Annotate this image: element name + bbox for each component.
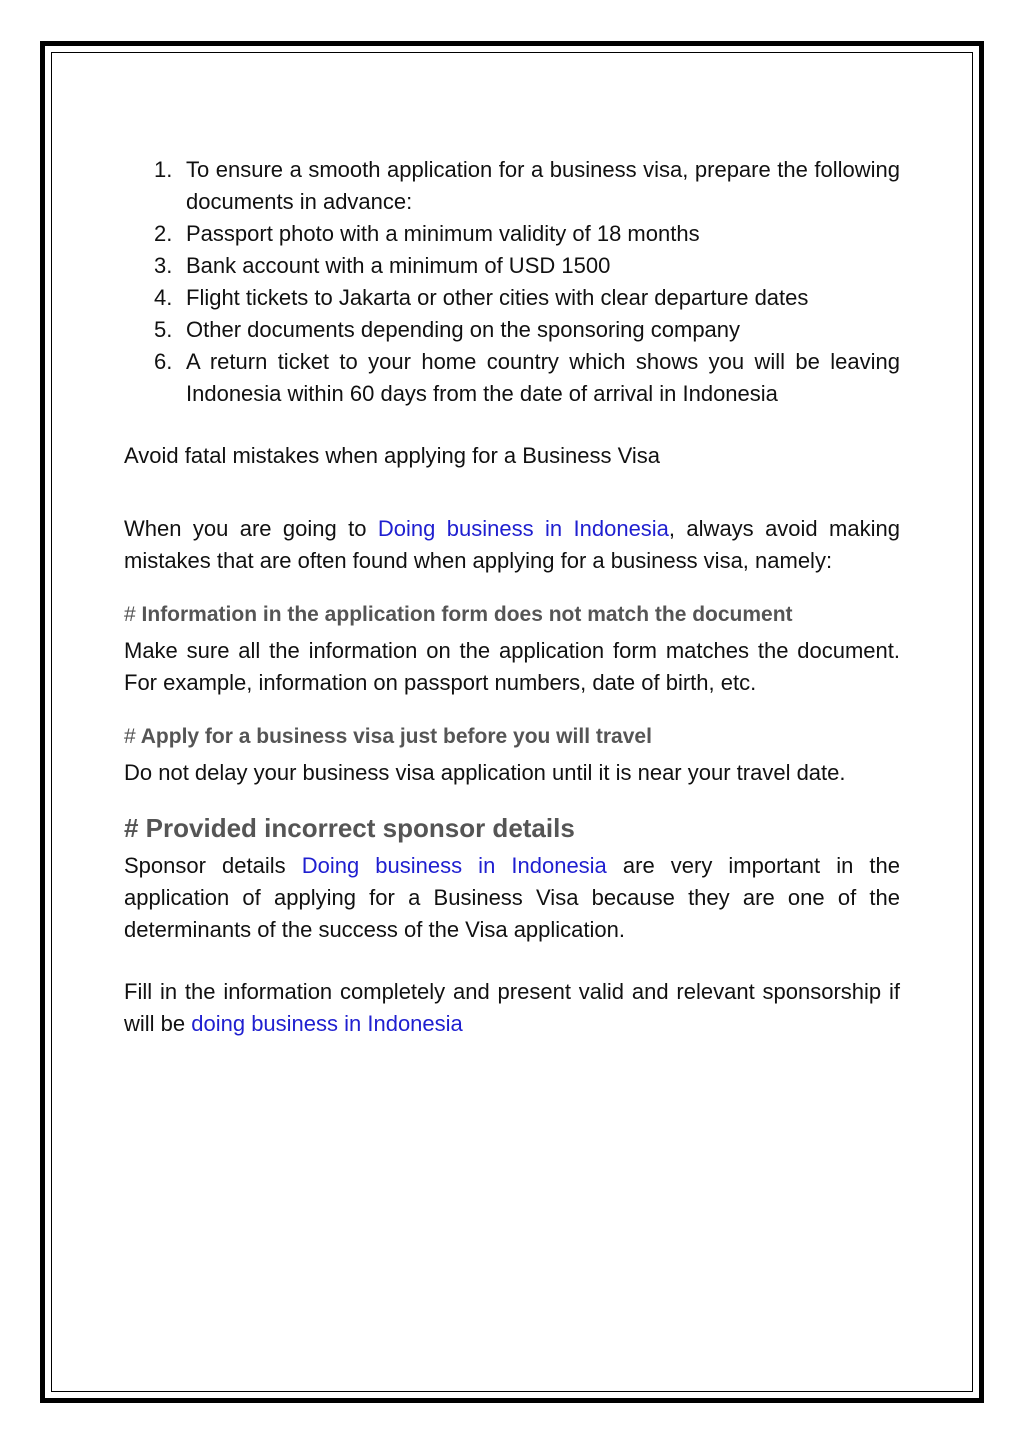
section-body-form-mismatch: Make sure all the information on the application form matches the document. For example, information on passport numbers, date of birth, etc.	[124, 638, 900, 695]
list-item: 6. A return ticket to your home country which shows you will be leaving Indonesia within 60 days from the date of arrival in Indonesia	[154, 349, 900, 406]
doing-business-link[interactable]: Doing business in Indonesia	[377, 516, 669, 541]
document-body	[124, 154, 900, 1040]
list-item-text: A return ticket to your home country which shows you will be leaving Indonesia within 60 days from the date of arrival in Indonesia	[186, 349, 900, 406]
section-body-sponsor-details: Sponsor details Doing business in Indonesia are very important in the application of applying for a Business Visa because they are one of the determinants of the success of the Visa application.	[124, 853, 900, 942]
section-heading-form-mismatch: # Information in the application form does not match the document	[124, 603, 793, 626]
doing-business-link[interactable]: doing business in Indonesia	[191, 1011, 463, 1036]
section-heading-sponsor-details: # Provided incorrect sponsor details	[124, 813, 575, 843]
list-item-text: To ensure a smooth application for a business visa, prepare the following documents in advance:	[186, 157, 900, 214]
list-item-text: Passport photo with a minimum validity of 18 months	[186, 221, 700, 246]
closing-paragraph: Fill in the information completely and present valid and relevant sponsorship if will be doing business in Indonesia	[124, 979, 900, 1036]
doing-business-link[interactable]: Doing business in Indonesia	[301, 853, 607, 878]
list-item-text: Other documents depending on the sponsoring company	[186, 317, 741, 342]
section-heading-apply-timing: # Apply for a business visa just before you will travel	[124, 725, 652, 748]
list-item: 5. Other documents depending on the sponsoring company	[154, 317, 741, 342]
avoid-mistakes-title: Avoid fatal mistakes when applying for a Business Visa	[124, 443, 661, 468]
list-item: 2. Passport photo with a minimum validity of 18 months	[154, 221, 700, 246]
section-body-apply-timing: Do not delay your business visa application until it is near your travel date.	[124, 760, 846, 785]
list-item: 1. To ensure a smooth application for a business visa, prepare the following documents in advance:	[154, 157, 900, 214]
list-item-text: Flight tickets to Jakarta or other cities with clear departure dates	[186, 285, 809, 310]
list-item-text: Bank account with a minimum of USD 1500	[186, 253, 611, 278]
intro-paragraph: When you are going to Doing business in Indonesia, always avoid making mistakes that are often found when applying for a business visa, namely:	[124, 516, 900, 573]
required-documents-list	[124, 154, 900, 410]
list-item: 4. Flight tickets to Jakarta or other cities with clear departure dates	[154, 285, 809, 310]
list-item: 3. Bank account with a minimum of USD 1500	[154, 253, 611, 278]
